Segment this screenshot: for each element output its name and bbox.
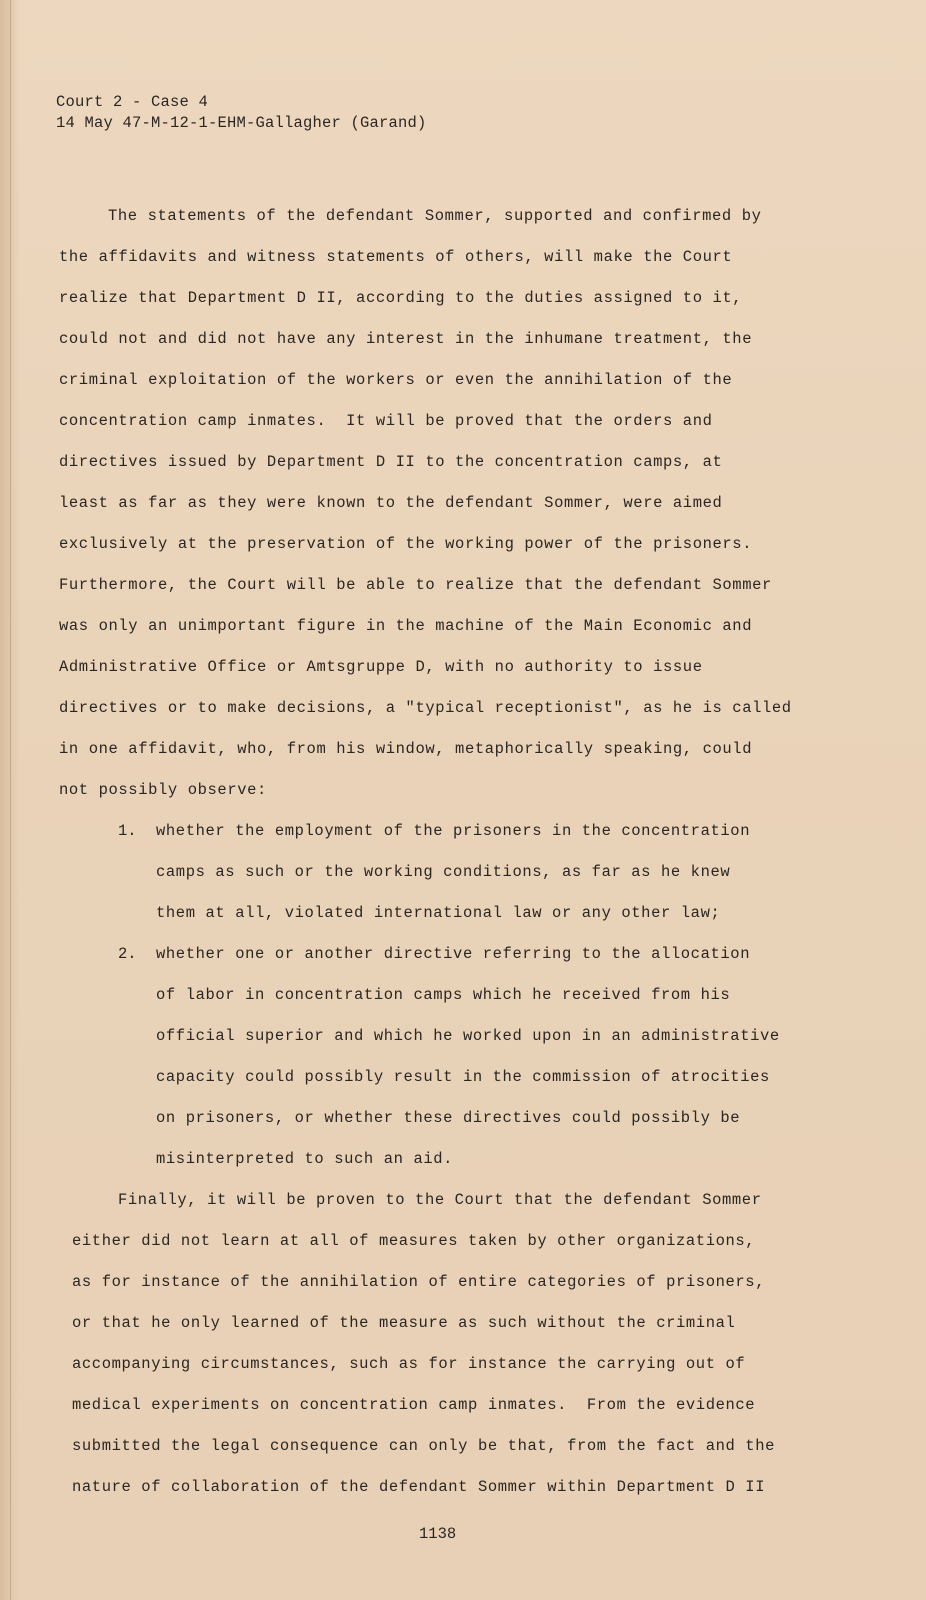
list-item-2-number: 2. [118, 945, 137, 963]
list-item-1-number: 1. [118, 822, 137, 840]
page-left-edge [0, 0, 20, 1600]
case-header [56, 92, 427, 134]
paragraph-1-line-3: realize that Department D II, according to the duties assigned to it, [59, 289, 743, 307]
paragraph-2-line-1: Finally, it will be proven to the Court that the defendant Sommer [118, 1191, 762, 1209]
list-item-2-line-4: capacity could possibly result in the commission of atrocities [156, 1068, 770, 1086]
list-item-2-line-6: misinterpreted to such an aid. [156, 1150, 454, 1168]
paragraph-1-line-6: concentration camp inmates. It will be proved that the orders and [59, 412, 713, 430]
paragraph-2-line-5: accompanying circumstances, such as for instance the carrying out of [72, 1355, 746, 1373]
case-header-line-1: Court 2 - Case 4 [56, 93, 209, 111]
list-item-1-line-3: them at all, violated international law or any other law; [156, 904, 721, 922]
list-item-2-line-2: of labor in concentration camps which he received from his [156, 986, 731, 1004]
paragraph-1-line-9: exclusively at the preservation of the working power of the prisoners. [59, 535, 753, 553]
paragraph-1-line-4: could not and did not have any interest in the inhumane treatment, the [59, 330, 753, 348]
paragraph-2-line-2: either did not learn at all of measures taken by other organizations, [72, 1232, 756, 1250]
paragraph-1-line-8: least as far as they were known to the defendant Sommer, were aimed [59, 494, 723, 512]
list-item-2-line-1: whether one or another directive referring to the allocation [156, 945, 751, 963]
page-number: 1138 [419, 1525, 457, 1543]
paragraph-1-line-11: was only an unimportant figure in the machine of the Main Economic and [59, 617, 753, 635]
paragraph-1-line-10: Furthermore, the Court will be able to realize that the defendant Sommer [59, 576, 772, 594]
paragraph-1-line-1: The statements of the defendant Sommer, supported and confirmed by [108, 207, 762, 225]
list-item-1-line-2: camps as such or the working conditions, as far as he knew [156, 863, 731, 881]
paragraph-2-line-7: submitted the legal consequence can only be that, from the fact and the [72, 1437, 776, 1455]
case-header-line-2: 14 May 47-M-12-1-EHM-Gallagher (Garand) [56, 114, 427, 132]
paragraph-1-line-12: Administrative Office or Amtsgruppe D, with no authority to issue [59, 658, 703, 676]
paragraph-2-line-4: or that he only learned of the measure as such without the criminal [72, 1314, 736, 1332]
paragraph-2-line-8: nature of collaboration of the defendant Sommer within Department D II [72, 1478, 766, 1496]
paragraph-1-line-5: criminal exploitation of the workers or even the annihilation of the [59, 371, 733, 389]
paragraph-1-line-15: not possibly observe: [59, 781, 267, 799]
paragraph-2-line-6: medical experiments on concentration camp inmates. From the evidence [72, 1396, 756, 1414]
paragraph-1-line-13: directives or to make decisions, a "typical receptionist", as he is called [59, 699, 792, 717]
list-item-1-line-1: whether the employment of the prisoners in the concentration [156, 822, 751, 840]
paragraph-1-line-14: in one affidavit, who, from his window, metaphorically speaking, could [59, 740, 753, 758]
list-item-2-line-3: official superior and which he worked upon in an administrative [156, 1027, 780, 1045]
paragraph-1-line-7: directives issued by Department D II to the concentration camps, at [59, 453, 723, 471]
paragraph-2-line-3: as for instance of the annihilation of entire categories of prisoners, [72, 1273, 766, 1291]
list-item-2-line-5: on prisoners, or whether these directives could possibly be [156, 1109, 741, 1127]
paragraph-1-line-2: the affidavits and witness statements of others, will make the Court [59, 248, 733, 266]
